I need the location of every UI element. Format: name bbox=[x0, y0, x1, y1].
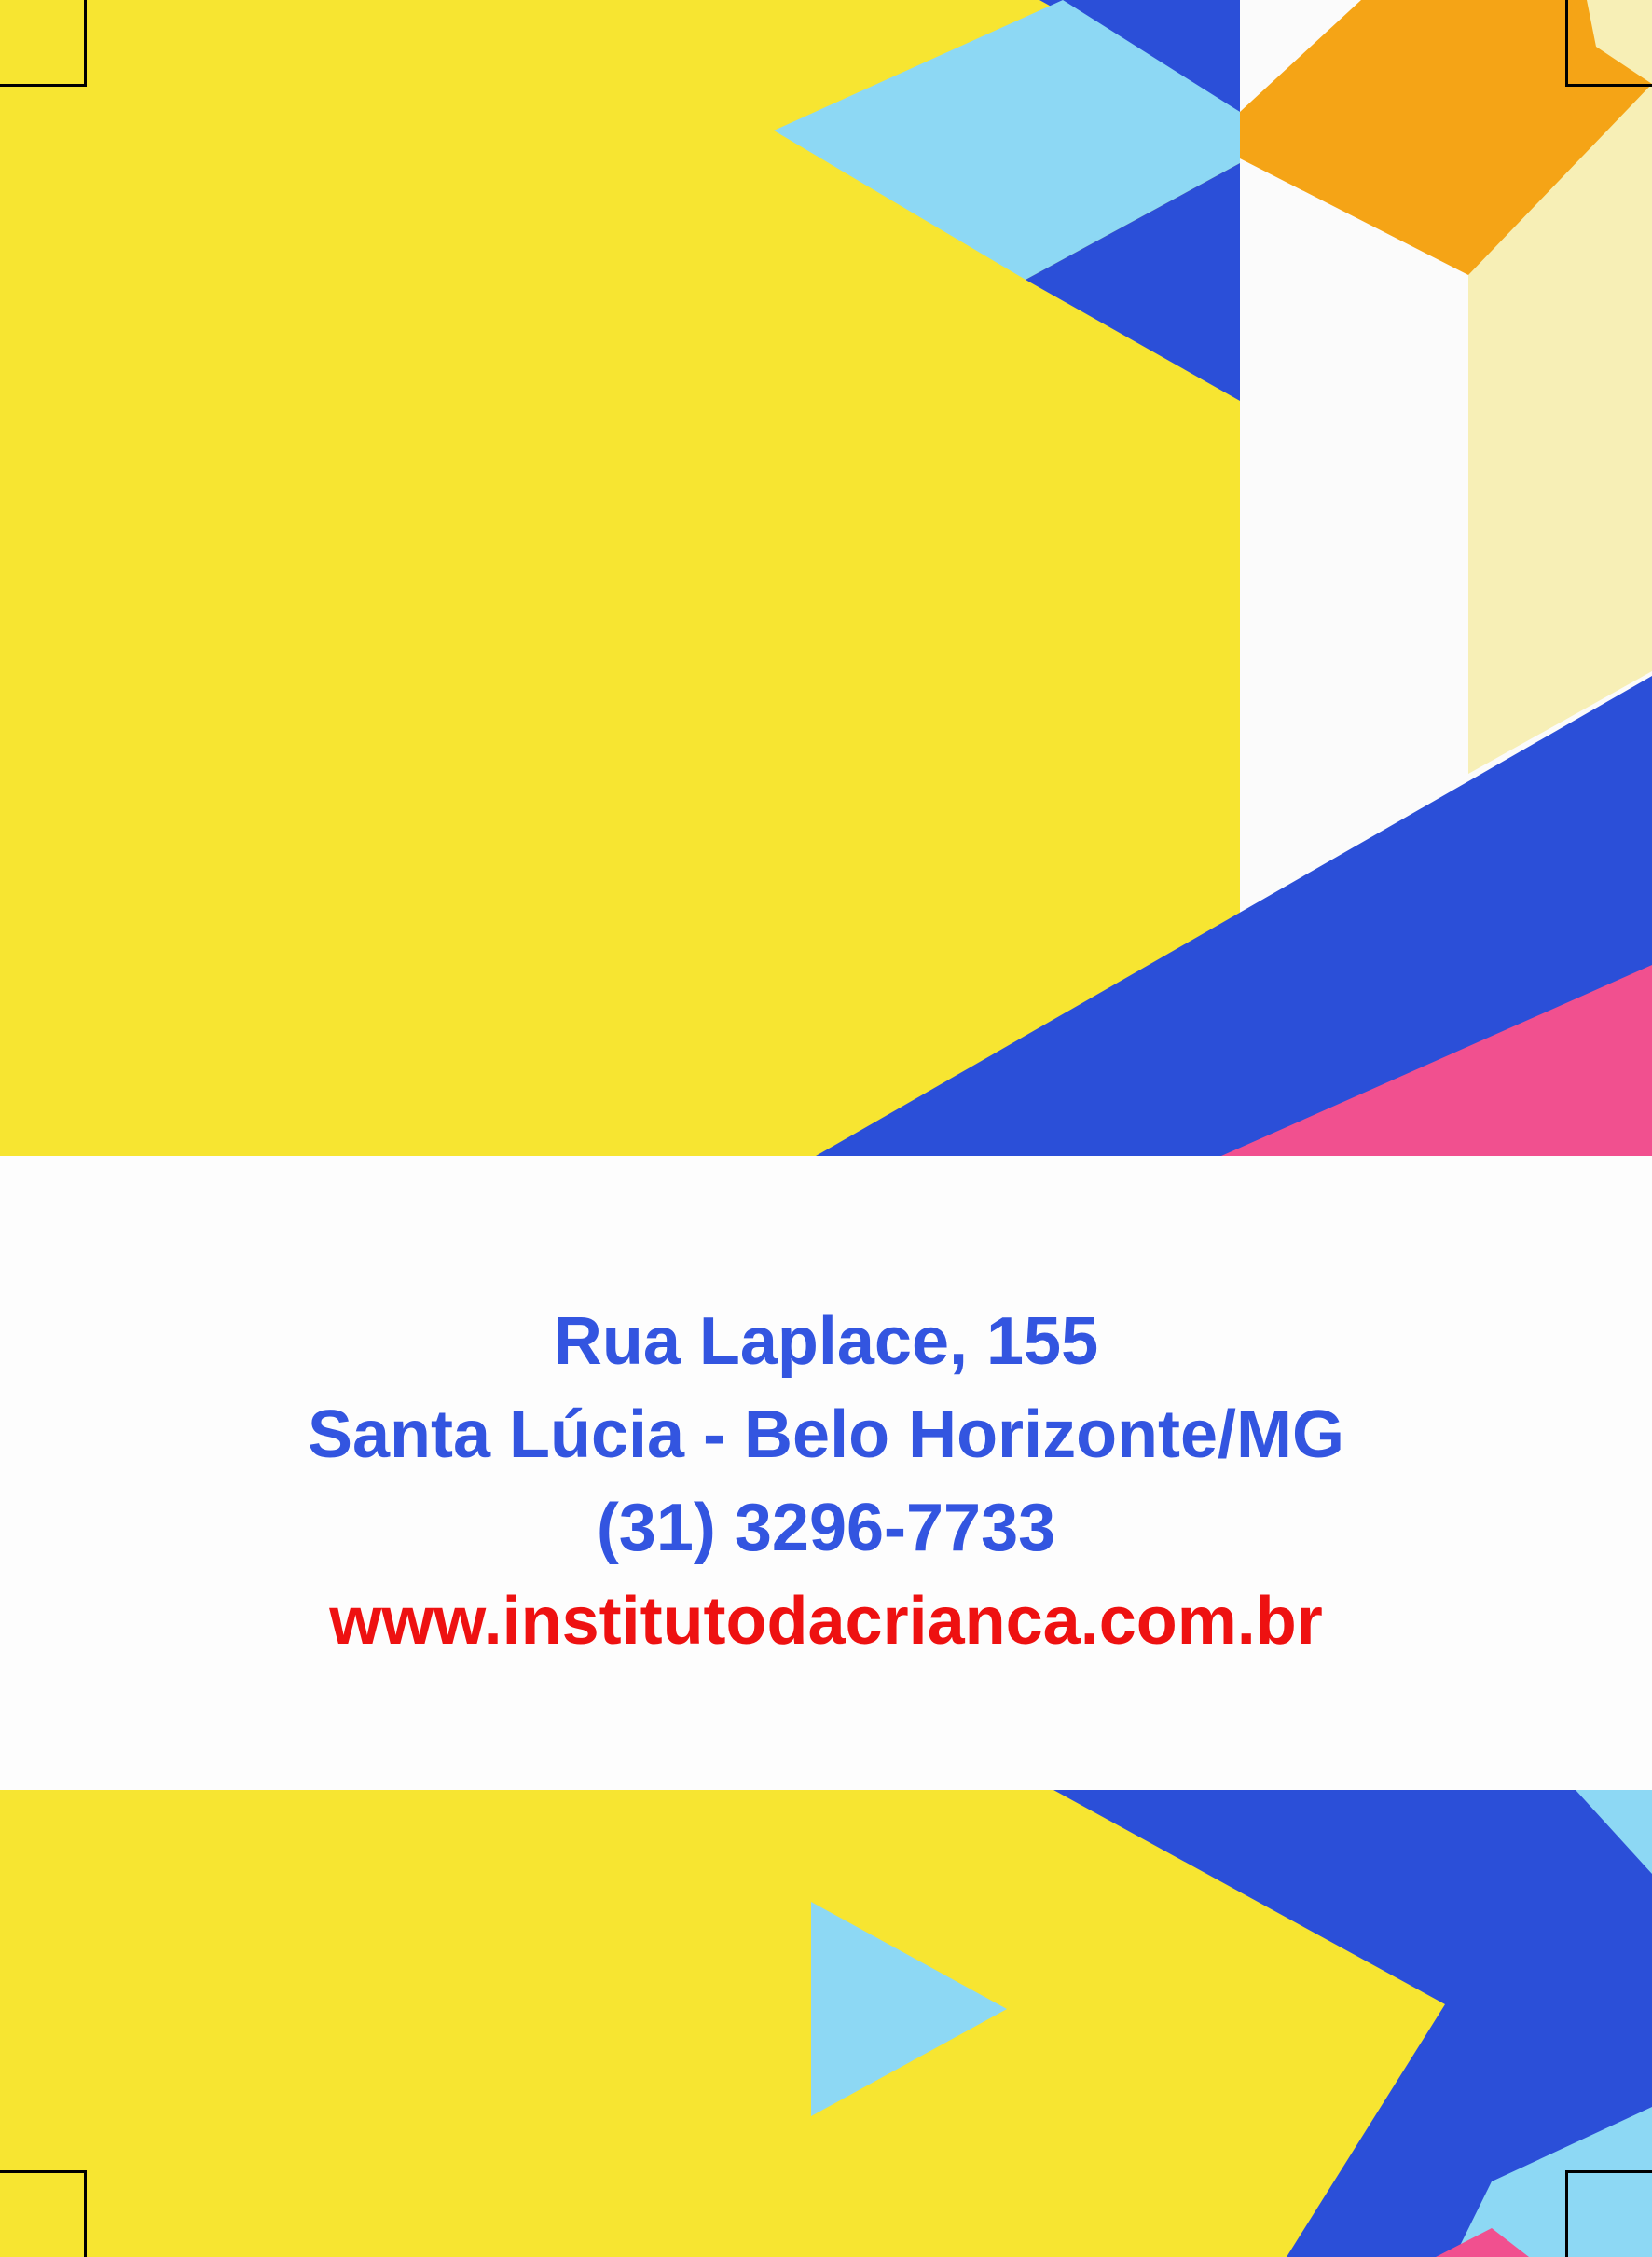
district-city-line: Santa Lúcia - Belo Horizonte/MG bbox=[307, 1397, 1345, 1472]
crop-mark-top-right bbox=[1565, 0, 1652, 87]
phone-number: (31) 3296-7733 bbox=[596, 1491, 1056, 1565]
address-line: Rua Laplace, 155 bbox=[553, 1304, 1099, 1379]
crop-mark-bottom-left bbox=[0, 2170, 87, 2257]
contact-info-band bbox=[0, 1156, 1652, 1790]
crop-mark-top-left bbox=[0, 0, 87, 87]
geometric-pattern-bottom bbox=[0, 1790, 1652, 2257]
geometric-art-bottom bbox=[0, 1790, 1652, 2257]
crop-mark-bottom-right bbox=[1565, 2170, 1652, 2257]
website-link[interactable]: www.institutodacrianca.com.br bbox=[329, 1584, 1323, 1658]
